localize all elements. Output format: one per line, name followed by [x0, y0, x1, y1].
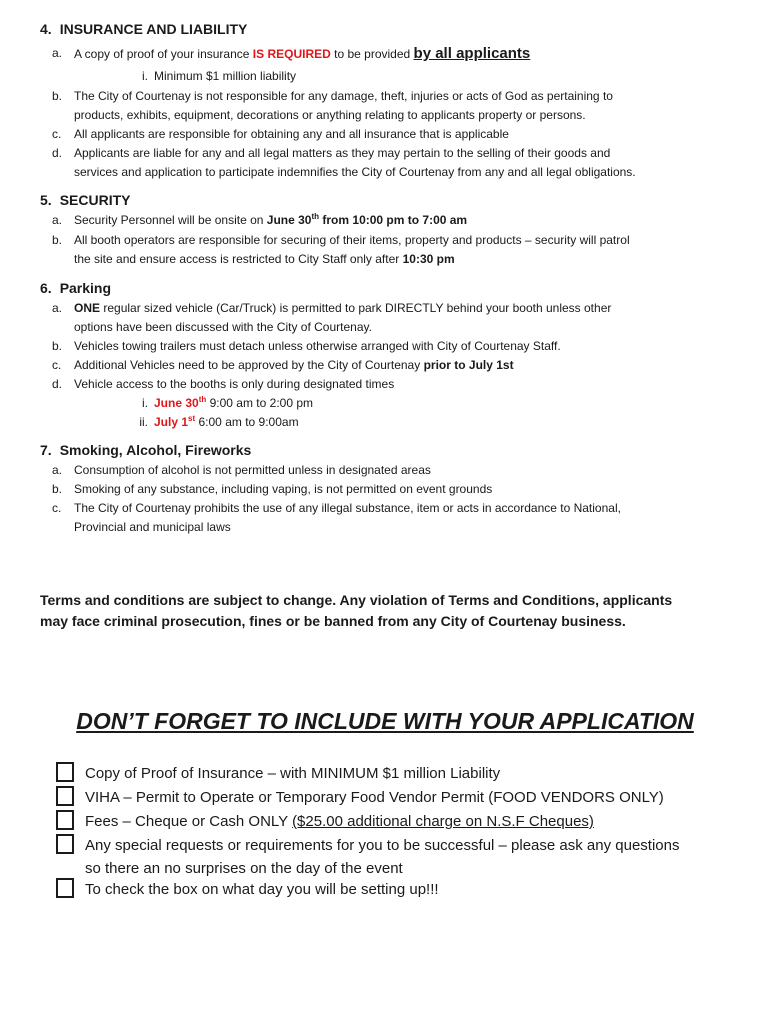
s7-item-b	[52, 480, 734, 499]
item-text: Consumption of alcohol is not permitted unless in designated areas	[74, 463, 431, 477]
section-title: Smoking, Alcohol, Fireworks	[59, 442, 252, 458]
s5-item-a	[52, 211, 734, 230]
item-text: All booth operators are responsible for securing of their items, property and products – security will patrol	[74, 233, 630, 247]
section-5-heading	[40, 191, 130, 209]
ordinal-suffix: st	[188, 414, 196, 423]
checkbox[interactable]	[56, 878, 74, 898]
ordinal-suffix: th	[311, 212, 320, 221]
s4-item-b	[52, 87, 734, 125]
section-number: 7.	[40, 442, 52, 458]
s4-item-c	[52, 125, 734, 144]
item-text: to be provided	[334, 47, 411, 61]
s4-item-a	[52, 44, 734, 64]
s6-subitem-i	[128, 394, 313, 412]
reminder-heading: DON’T FORGET TO INCLUDE WITH YOUR APPLICATION	[76, 708, 694, 734]
item-text: All applicants are responsible for obtaining any and all insurance that is applicable	[74, 127, 509, 141]
time-range-text: 6:00 am to 9:00am	[198, 415, 299, 429]
list-marker: i.	[142, 69, 148, 83]
section-title: INSURANCE AND LIABILITY	[59, 21, 248, 37]
time-range-text: 9:00 am to 2:00 pm	[209, 396, 314, 410]
terms-text: may face criminal prosecution, fines or be banned from any City of Courtenay business.	[40, 613, 626, 629]
date-text: June 30	[154, 396, 199, 410]
ordinal-suffix: th	[198, 395, 207, 404]
list-marker: a.	[52, 463, 63, 477]
list-marker: i.	[142, 396, 148, 410]
item-text: Additional Vehicles need to be approved by the City of Courtenay	[74, 358, 421, 372]
list-marker: b.	[52, 339, 63, 353]
fees-text: Fees – Cheque or Cash ONLY	[85, 813, 288, 830]
special-requests-text: Any special requests or requirements for you to be successful – please ask any questions	[85, 837, 680, 854]
checklist-text	[85, 810, 725, 833]
item-text: Minimum $1 million liability	[154, 69, 297, 83]
s6-item-c	[52, 356, 734, 375]
list-marker: a.	[52, 301, 63, 315]
checkbox[interactable]	[56, 762, 74, 782]
list-marker: b.	[52, 482, 63, 496]
s4-item-d	[52, 144, 734, 182]
emphasis-text: ONE	[74, 301, 101, 315]
list-marker: b.	[52, 233, 63, 247]
list-marker: c.	[52, 501, 62, 515]
checkbox[interactable]	[56, 786, 74, 806]
terms-notice	[40, 590, 740, 632]
required-text: IS REQUIRED	[252, 47, 331, 61]
item-text: the site and ensure access is restricted to City Staff only after	[74, 252, 400, 266]
s7-item-c	[52, 499, 734, 537]
emphasis-text: by all applicants	[413, 45, 531, 62]
list-marker: b.	[52, 89, 63, 103]
time-range-text: from 10:00 pm to 7:00 am	[322, 213, 468, 227]
item-text: Vehicles towing trailers must detach unless otherwise arranged with City of Courtenay Staff.	[74, 339, 561, 353]
list-marker: a.	[52, 46, 63, 60]
terms-text: Terms and conditions are subject to change. Any violation of Terms and Conditions, applicants	[40, 592, 673, 608]
item-text: services and application to participate indemnifies the City of Courtenay from any and all legal obligations.	[74, 165, 636, 179]
s6-subitem-ii	[128, 413, 299, 431]
section-number: 6.	[40, 280, 52, 296]
s7-item-a	[52, 461, 734, 480]
section-title: Parking	[59, 280, 112, 296]
item-text: The City of Courtenay prohibits the use of any illegal substance, item or acts in accordance to National,	[74, 501, 621, 515]
time-text: 10:30 pm	[402, 252, 455, 266]
checklist-text: Copy of Proof of Insurance – with MINIMUM $1 million Liability	[85, 765, 501, 782]
checkbox[interactable]	[56, 810, 74, 830]
checklist-text: To check the box on what day you will be setting up!!!	[85, 881, 439, 898]
item-text: options have been discussed with the City of Courtenay.	[74, 320, 372, 334]
date-text: July 1	[154, 415, 189, 429]
section-number: 5.	[40, 192, 52, 208]
list-marker: a.	[52, 213, 63, 227]
checkbox[interactable]	[56, 834, 74, 854]
date-text: June 30	[266, 213, 312, 227]
section-6-heading	[40, 279, 111, 297]
item-text: The City of Courtenay is not responsible for any damage, theft, injuries or acts of God as pertaining to	[74, 89, 613, 103]
s5-item-b	[52, 231, 734, 269]
s6-item-b	[52, 337, 734, 356]
emphasis-text: prior to July 1st	[423, 358, 514, 372]
item-text: A copy of proof of your insurance	[74, 47, 250, 61]
item-text: Vehicle access to the booths is only during designated times	[74, 377, 395, 391]
section-title: SECURITY	[59, 192, 131, 208]
checklist-text: VIHA – Permit to Operate or Temporary Food Vendor Permit (FOOD VENDORS ONLY)	[85, 789, 664, 806]
list-marker: d.	[52, 146, 63, 160]
list-marker: c.	[52, 358, 62, 372]
section-4-heading	[40, 20, 247, 38]
list-marker: d.	[52, 377, 63, 391]
list-marker: c.	[52, 127, 62, 141]
item-text: Provincial and municipal laws	[74, 520, 231, 534]
section-7-heading	[40, 441, 251, 459]
special-requests-text: so there an no surprises on the day of the event	[85, 860, 403, 877]
nsf-charge-text: ($25.00 additional charge on N.S.F Cheques)	[292, 813, 594, 830]
item-text: regular sized vehicle (Car/Truck) is permitted to park DIRECTLY behind your booth unless other	[103, 301, 612, 315]
s6-item-d	[52, 375, 734, 394]
item-text: Security Personnel will be onsite on	[74, 213, 264, 227]
checklist-text	[85, 834, 725, 880]
s4-subitem-i	[128, 67, 296, 85]
item-text: Smoking of any substance, including vaping, is not permitted on event grounds	[74, 482, 493, 496]
item-text: products, exhibits, equipment, decorations or anything relating to applicants property or persons.	[74, 108, 586, 122]
item-text: Applicants are liable for any and all legal matters as they may pertain to the selling of their goods and	[74, 146, 611, 160]
s6-item-a	[52, 299, 734, 337]
list-marker: ii.	[139, 415, 148, 429]
section-number: 4.	[40, 21, 52, 37]
